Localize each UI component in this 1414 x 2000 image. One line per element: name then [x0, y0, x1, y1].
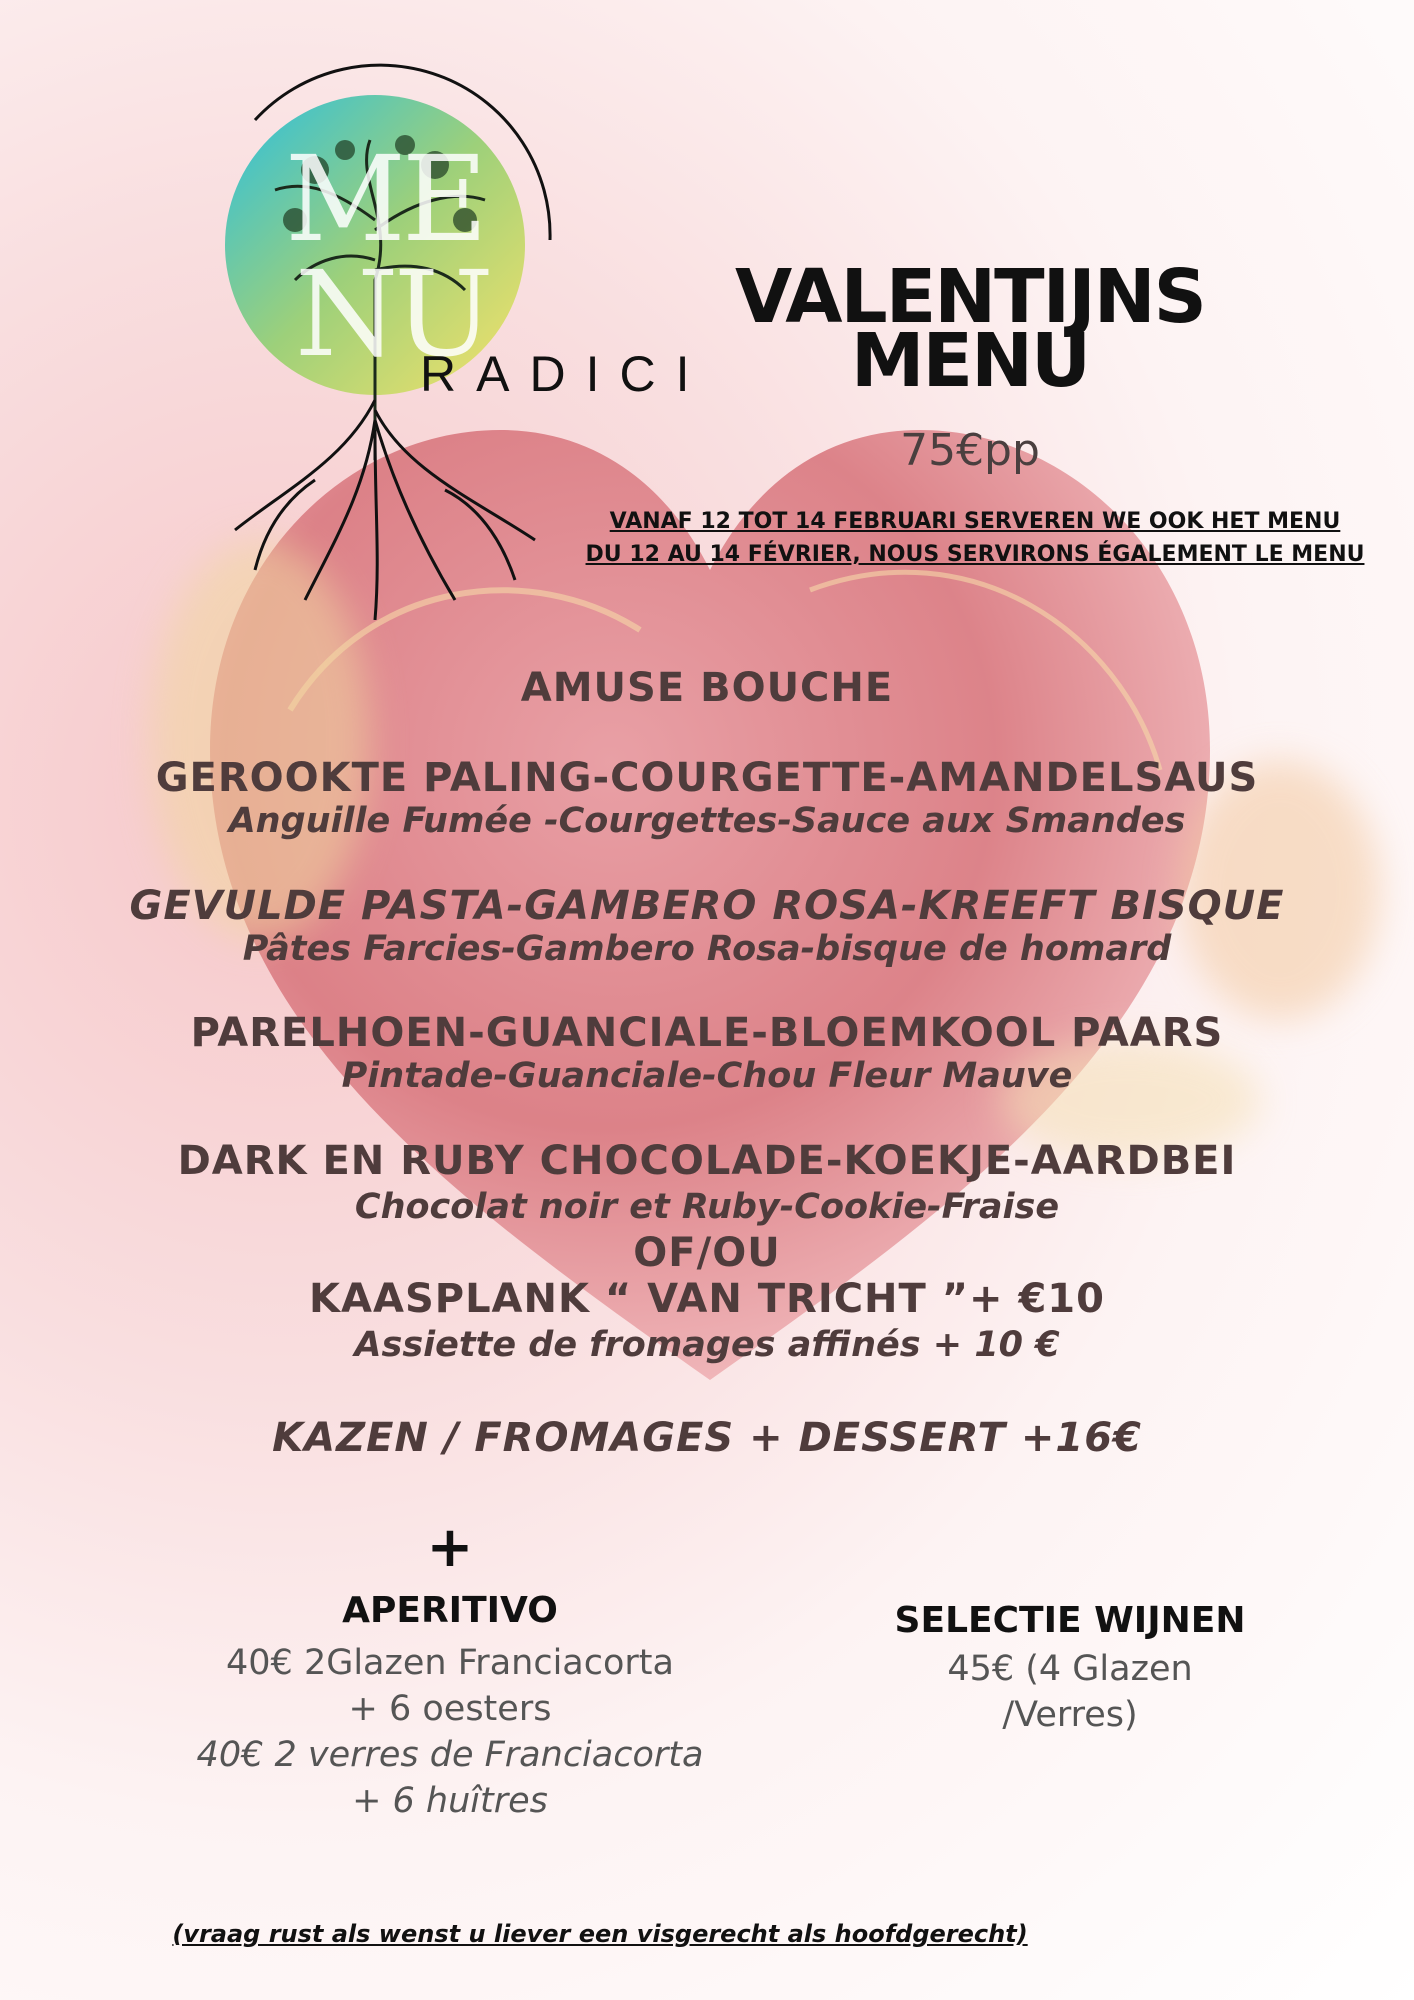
wine-line-2: /Verres): [1002, 1695, 1138, 1735]
wine-selection-details: [880, 1646, 1260, 1738]
course-amuse-nl: AMUSE BOUCHE: [520, 665, 894, 711]
course-2: [0, 883, 1414, 969]
course-2-fr: Pâtes Farcies-Gambero Rosa-bisque de homard: [242, 929, 1172, 969]
course-amuse: [0, 665, 1414, 711]
aperitivo-line-2: + 6 oesters: [348, 1689, 552, 1729]
serving-dates-nl: VANAF 12 TOT 14 FEBRUARI SERVEREN WE OOK HET MENU: [609, 509, 1341, 534]
supplement-text: KAZEN / FROMAGES + DESSERT +16€: [272, 1415, 1142, 1461]
course-3: [0, 1010, 1414, 1096]
cheese-nl: KAASPLANK “ VAN TRICHT ”+ €10: [309, 1276, 1105, 1322]
title-line-2: MENU: [850, 318, 1090, 404]
aperitivo-details: [140, 1640, 760, 1824]
wine-selection-title: SELECTIE WIJNEN: [894, 1600, 1246, 1641]
course-1: [0, 755, 1414, 841]
aperitivo-line-4: + 6 huîtres: [352, 1781, 548, 1821]
serving-dates: [520, 505, 1414, 571]
supplement: [0, 1415, 1414, 1461]
course-2-nl: GEVULDE PASTA-GAMBERO ROSA-KREEFT BISQUE: [129, 883, 1285, 929]
course-dessert: [0, 1138, 1414, 1368]
dessert-nl: DARK EN RUBY CHOCOLADE-KOEKJE-AARDBEI: [177, 1138, 1237, 1184]
course-1-nl: GEROOKTE PALING-COURGETTE-AMANDELSAUS: [155, 755, 1259, 801]
footnote: (vraag rust als wenst u liever een visgerecht als hoofdgerecht): [172, 1920, 1028, 1948]
aperitivo-title: APERITIVO: [342, 1590, 558, 1631]
menu-price: 75€pp: [900, 425, 1040, 476]
course-1-fr: Anguille Fumée -Courgettes-Sauce aux Smandes: [228, 801, 1186, 841]
course-3-fr: Pintade-Guanciale-Chou Fleur Mauve: [341, 1056, 1073, 1096]
title-line-1: VALENTIJNS: [735, 254, 1205, 340]
logo-letters-top: ME: [285, 130, 484, 268]
wine-line-1: 45€ (4 Glazen: [947, 1649, 1193, 1689]
course-3-nl: PARELHOEN-GUANCIALE-BLOEMKOOL PAARS: [190, 1010, 1224, 1056]
logo-letters-bottom: NU: [295, 245, 490, 383]
serving-dates-fr: DU 12 AU 14 FÉVRIER, NOUS SERVIRONS ÉGALEMENT LE MENU: [585, 542, 1365, 567]
cheese-fr: Assiette de fromages affinés + 10 €: [354, 1325, 1060, 1365]
aperitivo-line-1: 40€ 2Glazen Franciacorta: [226, 1643, 674, 1683]
logo-brand-name: RADICI: [420, 346, 710, 402]
dessert-or: OF/OU: [633, 1230, 781, 1276]
page-title: [720, 254, 1220, 404]
dessert-fr: Chocolat noir et Ruby-Cookie-Fraise: [354, 1187, 1060, 1227]
plus-sign: +: [426, 1515, 474, 1580]
aperitivo-line-3: 40€ 2 verres de Franciacorta: [196, 1735, 704, 1775]
